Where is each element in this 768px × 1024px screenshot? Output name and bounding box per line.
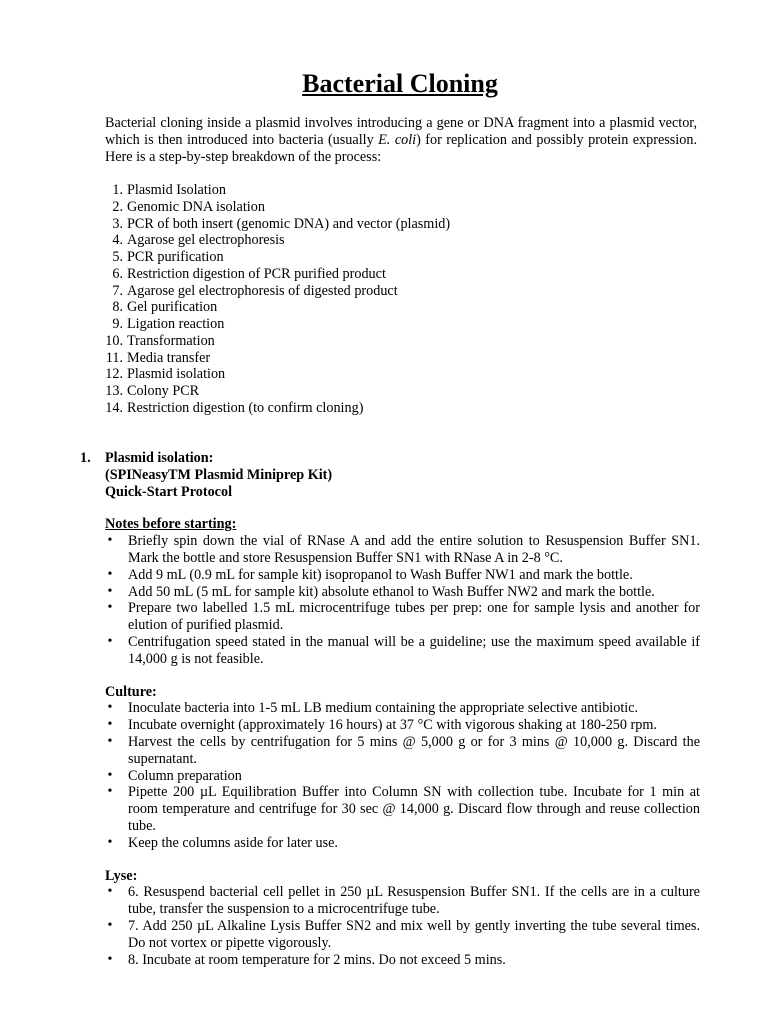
- page-title: Bacterial Cloning: [302, 69, 498, 98]
- culture-step-text: Incubate overnight (approximately 16 hours) at 37 °C with vigorous shaking at 180-250 rpm.: [128, 717, 657, 734]
- step-label: Plasmid isolation: [127, 366, 226, 383]
- bullet-icon: •: [107, 600, 113, 616]
- step-label: Restriction digestion (to confirm cloning): [127, 399, 364, 416]
- bullet-icon: •: [107, 784, 113, 800]
- list-item: [105, 835, 700, 852]
- list-item: [105, 918, 700, 952]
- list-item: [105, 768, 700, 785]
- bullet-icon: •: [107, 700, 113, 716]
- section-plasmid-isolation: [80, 450, 700, 968]
- culture-list: [105, 700, 700, 851]
- lyse-step-text: 7. Add 250 µL Alkaline Lysis Buffer SN2 and mix well by gently inverting the tube several times. Do not vortex or pipette vigorously.: [128, 917, 700, 951]
- list-item: [82, 350, 682, 367]
- list-item: [82, 249, 682, 266]
- step-number: 9.: [112, 316, 123, 332]
- lyse-heading: Lyse:: [105, 867, 138, 884]
- lyse-step-text: 8. Incubate at room temperature for 2 mins. Do not exceed 5 mins.: [128, 951, 506, 968]
- step-label: Plasmid Isolation: [127, 182, 226, 198]
- step-number: 3.: [112, 215, 123, 232]
- culture-step-text: Column preparation: [128, 767, 242, 784]
- section-number: 1.: [80, 450, 91, 466]
- lyse-list: [105, 884, 700, 968]
- step-label: PCR of both insert (genomic DNA) and vector (plasmid): [127, 215, 451, 232]
- list-item: [82, 232, 682, 249]
- note-text: Briefly spin down the vial of RNase A and add the entire solution to Resuspension Buffer SN1. Mark the bottle and store Resuspension Buffer SN1 with RNase A in 2-8 °C.: [128, 533, 700, 566]
- list-item: [82, 216, 682, 233]
- intro-text-start: Bacterial cloning inside a plasmid involves introducing a gene or DNA fragment into a plasmid vector, which is then introduced into bacteria (usually: [105, 115, 697, 148]
- list-item: [82, 333, 682, 350]
- section-heading: [80, 450, 700, 500]
- step-number: 7.: [112, 282, 123, 299]
- step-number: 14.: [105, 399, 123, 416]
- culture-step-text: Keep the columns aside for later use.: [128, 834, 338, 851]
- list-item: [105, 600, 700, 634]
- step-number: 8.: [112, 299, 123, 316]
- intro-organism: E. coli: [378, 131, 417, 148]
- list-item: [82, 400, 682, 417]
- list-item: [105, 700, 700, 717]
- note-text: Add 50 mL (5 mL for sample kit) absolute ethanol to Wash Buffer NW2 and mark the bottle.: [128, 583, 655, 600]
- step-label: Transformation: [127, 332, 215, 349]
- bullet-icon: •: [107, 566, 113, 582]
- note-text: Centrifugation speed stated in the manual will be a guideline; use the maximum speed available if 14,000 g is not feasible.: [128, 633, 700, 667]
- list-item: [82, 283, 682, 300]
- kit-name: (SPINeasyTM Plasmid Miniprep Kit): [105, 466, 333, 483]
- list-item: [82, 199, 682, 216]
- bullet-icon: •: [107, 633, 113, 649]
- culture-step-text: Harvest the cells by centrifugation for 5 mins @ 5,000 g or for 3 mins @ 10,000 g. Discard the supernatant.: [128, 733, 700, 767]
- step-label: Colony PCR: [127, 383, 200, 399]
- protocol-name: Quick-Start Protocol: [105, 483, 233, 500]
- step-number: 11.: [105, 349, 123, 366]
- bullet-icon: •: [107, 533, 113, 549]
- step-label: Genomic DNA isolation: [127, 198, 265, 215]
- step-label: Gel purification: [127, 299, 218, 316]
- list-item: [105, 634, 700, 668]
- bullet-icon: •: [107, 951, 113, 967]
- step-number: 10.: [105, 332, 123, 349]
- step-label: Agarose gel electrophoresis: [127, 232, 285, 249]
- list-item: [82, 366, 682, 383]
- step-label: PCR purification: [127, 249, 224, 265]
- list-item: [105, 567, 700, 584]
- culture-step-text: Pipette 200 µL Equilibration Buffer into Column SN with collection tube. Incubate for 1 min at room temperature and centrifuge for 30 sec @ 14,000 g. Discard flow through and reuse collection tube.: [128, 784, 700, 834]
- list-item: [105, 533, 700, 567]
- step-number: 6.: [112, 265, 123, 282]
- step-label: Media transfer: [127, 349, 211, 366]
- bullet-icon: •: [107, 733, 113, 749]
- step-label: Ligation reaction: [127, 316, 225, 332]
- bullet-icon: •: [107, 583, 113, 599]
- step-number: 13.: [105, 383, 123, 399]
- list-item: [105, 952, 700, 969]
- note-text: Add 9 mL (0.9 mL for sample kit) isopropanol to Wash Buffer NW1 and mark the bottle.: [128, 566, 633, 583]
- list-item: [82, 182, 682, 199]
- list-item: [82, 266, 682, 283]
- lyse-step-text: 6. Resuspend bacterial cell pellet in 250 µL Resuspension Buffer SN1. If the cells are in a culture tube, transfer the suspension to a microcentrifuge tube.: [128, 884, 700, 918]
- intro-text-end: ) for replication and possibly protein expression. Here is a step-by-step breakdown of the process:: [105, 131, 697, 165]
- culture-heading: Culture:: [105, 683, 157, 700]
- step-number: 12.: [105, 366, 123, 383]
- note-text: Prepare two labelled 1.5 mL microcentrifuge tubes per prep: one for sample lysis and another for elution of purified plasmid.: [128, 600, 700, 634]
- bullet-icon: •: [107, 884, 113, 900]
- list-item: [105, 584, 700, 601]
- section-title: Plasmid isolation:: [105, 450, 214, 466]
- notes-list: [105, 533, 700, 667]
- step-label: Agarose gel electrophoresis of digested product: [127, 282, 398, 299]
- step-number: 4.: [112, 232, 123, 249]
- culture-step-text: Inoculate bacteria into 1-5 mL LB medium containing the appropriate selective antibiotic.: [128, 700, 639, 717]
- bullet-icon: •: [107, 917, 113, 933]
- list-item: [105, 734, 700, 768]
- step-label: Restriction digestion of PCR purified product: [127, 265, 386, 282]
- step-number: 1.: [112, 182, 123, 198]
- step-number: 5.: [112, 249, 123, 265]
- bullet-icon: •: [107, 767, 113, 783]
- notes-heading: Notes before starting:: [105, 516, 237, 533]
- list-item: [105, 884, 700, 918]
- list-item: [105, 784, 700, 834]
- list-item: [105, 717, 700, 734]
- step-number: 2.: [112, 198, 123, 215]
- process-steps-list: [82, 182, 682, 417]
- list-item: [82, 316, 682, 333]
- bullet-icon: •: [107, 717, 113, 733]
- list-item: [82, 383, 682, 400]
- intro-paragraph: [105, 115, 697, 165]
- bullet-icon: •: [107, 834, 113, 850]
- list-item: [82, 299, 682, 316]
